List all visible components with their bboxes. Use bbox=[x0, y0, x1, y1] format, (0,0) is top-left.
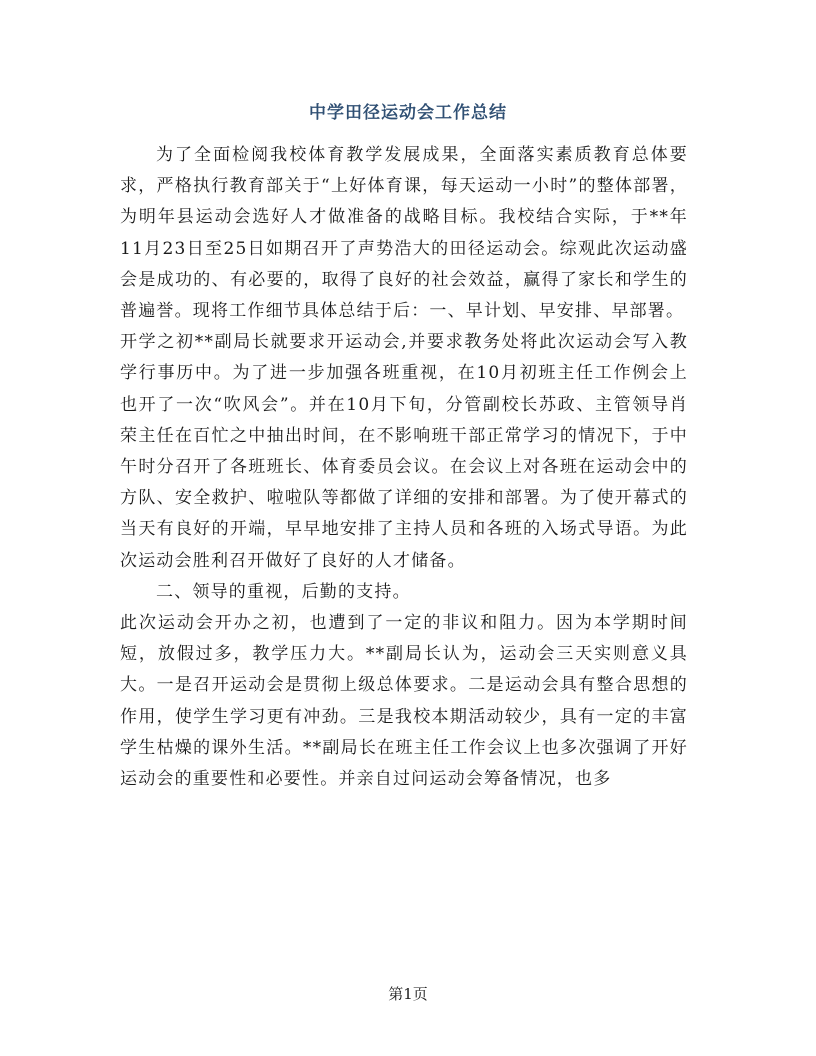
section-heading-leadership: 二、领导的重视，后勤的支持。 bbox=[156, 581, 411, 602]
paragraph-intro: 为了全面检阅我校体育教学发展成果，全面落实素质教育总体要求，严格执行教育部关于“上好体育课，每天运动一小时”的整体部署，为明年县运动会选好人才做准备的战略目标。我校结合实际，于**年11月23日至25日如期召开了声势浩大的田径运动会。综观此次运动盛会是成功的、有必要的，取得了良好的社会效益，赢得了家长和学生的普遍誉。现将工作细节具体总结于后：一、早计划、早安排、早部署。 bbox=[120, 145, 688, 322]
document-body bbox=[120, 140, 688, 795]
page-number: 第1页 bbox=[388, 985, 428, 1003]
paragraph-leadership: 此次运动会开办之初，也遭到了一定的非议和阻力。因为本学期时间短，放假过多，教学压力大。**副局长认为，运动会三天实则意义具大。一是召开运动会是贯彻上级总体要求。二是运动会具有整合思想的作用，使学生学习更有冲劲。三是我校本期活动较少，具有一定的丰富学生枯燥的课外生活。**副局长在班主任工作会议上也多次强调了开好运动会的重要性和必要性。并亲自过问运动会筹备情况，也多 bbox=[120, 613, 688, 790]
document-title: 中学田径运动会工作总结 bbox=[309, 103, 507, 123]
paragraph-planning: 开学之初**副局长就要求开运动会,并要求教务处将此次运动会写入教学行事历中。为了进一步加强各班重视，在10月初班主任工作例会上也开了一次“吹风会”。并在10月下旬，分管副校长苏政、主管领导肖荣主任在百忙之中抽出时间，在不影响班干部正常学习的情况下，于中午时分召开了各班班长、体育委员会议。在会议上对各班在运动会中的方队、安全救护、啦啦队等都做了详细的安排和部署。为了使开幕式的当天有良好的开端，早早地安排了主持人员和各班的入场式导语。为此次运动会胜利召开做好了良好的人才储备。 bbox=[120, 332, 688, 571]
